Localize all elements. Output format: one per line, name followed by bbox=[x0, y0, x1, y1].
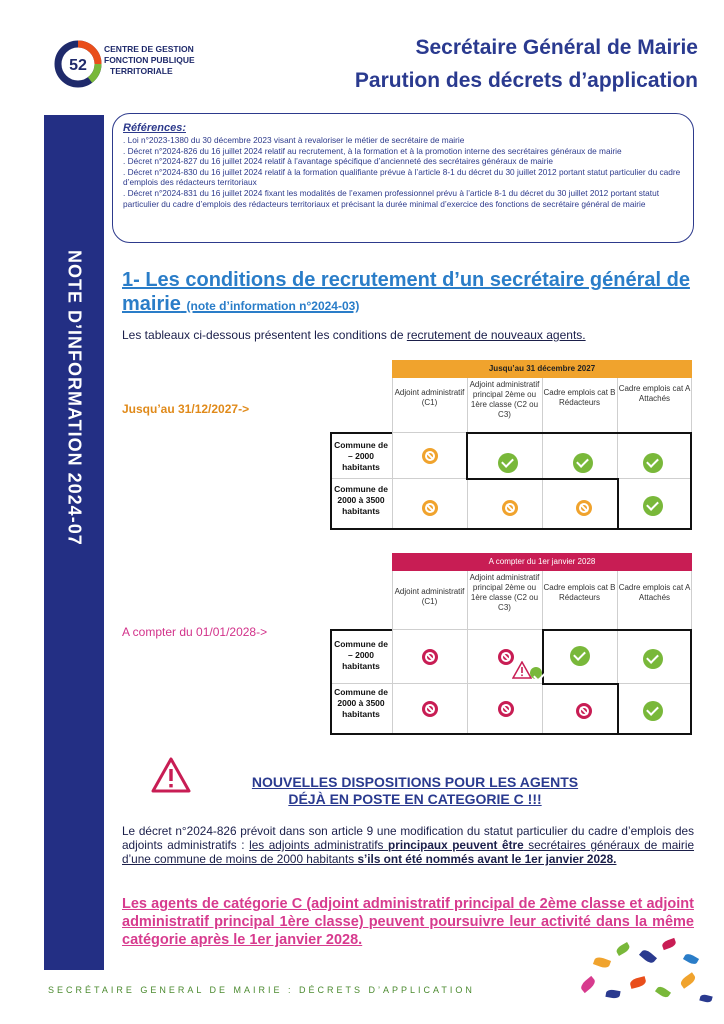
header-title: Secrétaire Général de Mairie bbox=[415, 36, 698, 59]
allowed-icon bbox=[643, 649, 663, 669]
not-allowed-icon bbox=[576, 703, 592, 719]
not-allowed-icon bbox=[498, 701, 514, 717]
para1-bold: principaux peuvent être bbox=[388, 838, 524, 852]
para1-part: Le décret n°2024-826 prévoit dans son article 9 une modification du statut particulier du cadre d’emplois des adjoints administratifs : bbox=[122, 824, 694, 852]
table1-col: Cadre emplois cat B Rédacteurs bbox=[543, 388, 616, 407]
cdg52-logo bbox=[54, 40, 102, 88]
not-allowed-icon bbox=[422, 701, 438, 717]
logo-number: 52 bbox=[69, 57, 87, 74]
reference-item: . Décret n°2024-827 du 16 juillet 2024 relatif à l’avantage spécifique d’ancienneté des secrétaires généraux de mairie bbox=[123, 156, 553, 167]
table2 bbox=[330, 553, 692, 735]
table1-col: Adjoint administratif principal 2ème ou 1ère classe (C2 ou C3) bbox=[469, 380, 540, 419]
reference-item: . Décret n°2024-831 du 16 juillet 2024 fixant les modalités de l’examen professionnel prévu à l’article 8-1 du décret du 30 juillet 2012 portant statut particulier du cadre d’emplois des rédacteurs territoriaux et précisant la durée minimal d’exercice des fonctions de secrétaire général de mairie bbox=[123, 187, 660, 209]
logo-line1: CENTRE DE GESTION bbox=[104, 44, 194, 54]
sidebar-label: NOTE D’INFORMATION 2024-07 bbox=[64, 250, 85, 546]
logo-line2: FONCTION PUBLIQUE bbox=[104, 55, 195, 65]
section-title bbox=[122, 268, 702, 318]
allowed-icon bbox=[573, 453, 593, 473]
table1-col: Adjoint administratif (C1) bbox=[394, 388, 465, 407]
table2-col: Cadre emplois cat A Attachés bbox=[618, 583, 691, 602]
table2-col: Adjoint administratif (C1) bbox=[394, 587, 465, 606]
table2-col: Adjoint administratif principal 2ème ou 1ère classe (C2 ou C3) bbox=[469, 573, 540, 612]
reference-item: . Décret n°2024-826 du 16 juillet 2024 relatif au recrutement, à la formation et à la promotion interne des secrétaires généraux de mairie bbox=[123, 145, 622, 156]
allowed-icon bbox=[643, 453, 663, 473]
references-title: Références: bbox=[123, 122, 186, 134]
decree-paragraph bbox=[122, 824, 694, 866]
not-allowed-icon bbox=[422, 500, 438, 516]
warning-icon bbox=[512, 661, 532, 679]
reference-item: . Loi n°2023-1380 du 30 décembre 2023 visant à revaloriser le métier de secrétaire de mairie bbox=[123, 135, 465, 145]
table1-band: Jusqu’au 31 décembre 2027 bbox=[392, 360, 692, 378]
allowed-icon bbox=[643, 496, 663, 516]
new-provisions-line2: DÉJÀ EN POSTE EN CATEGORIE C !!! bbox=[288, 791, 542, 807]
allowed-small-icon bbox=[530, 667, 542, 679]
reference-item: . Décret n°2024-830 du 16 juillet 2024 relatif à la formation qualifiante prévue à l’article 8-1 du décret du 30 juillet 2012 portant statut particulier du cadre d’emplois des rédacteurs territoriaux bbox=[123, 166, 681, 188]
not-allowed-icon bbox=[422, 649, 438, 665]
not-allowed-icon bbox=[422, 448, 438, 464]
new-provisions-line1: NOUVELLES DISPOSITIONS POUR LES AGENTS bbox=[251, 774, 579, 790]
section-note: (note d’information n°2024-03) bbox=[186, 299, 360, 313]
intro-part: Les tableaux ci-dessous présentent les conditions de bbox=[122, 328, 407, 342]
not-allowed-icon bbox=[502, 500, 518, 516]
table1-col: Cadre emplois cat A Attachés bbox=[618, 384, 691, 403]
intro-underlined: recrutement de nouveaux agents. bbox=[406, 328, 586, 342]
allowed-icon bbox=[570, 646, 590, 666]
table1-row: Commune de 2000 à 3500 habitants bbox=[334, 484, 388, 516]
category-c-paragraph: Les agents de catégorie C (adjoint administratif principal de 2ème classe et adjoint administratif principal 1ère classe) peuvent poursuivre leur activité dans la même catégorie après le 1er janvier 2028. bbox=[122, 896, 694, 948]
warning-icon bbox=[150, 756, 192, 794]
table1 bbox=[330, 360, 692, 530]
logo-line3: TERRITORIALE bbox=[110, 66, 173, 76]
table2-row: Commune de 2000 à 3500 habitants bbox=[334, 687, 388, 719]
allowed-icon bbox=[643, 701, 663, 721]
footer-text: SECRÉTAIRE GENERAL DE MAIRIE : DÉCRETS D’APPLICATION bbox=[48, 985, 475, 995]
para1-underlined: secrétaires généraux de mairie d’une commune de moins de 2000 habitants bbox=[122, 838, 695, 866]
header-subtitle: Parution des décrets d’application bbox=[354, 69, 698, 92]
para1-bold: s’ils ont été nommés avant le 1er janvier 2028. bbox=[357, 852, 617, 866]
table1-side-label: Jusqu’au 31/12/2027-> bbox=[122, 402, 250, 416]
references-box bbox=[112, 113, 694, 243]
table2-band: A compter du 1er janvier 2028 bbox=[392, 553, 692, 571]
not-allowed-icon bbox=[576, 500, 592, 516]
intro-text bbox=[122, 328, 586, 342]
section-title-text: 1- Les conditions de recrutement d’un secrétaire général de mairie bbox=[122, 269, 690, 315]
table1-row: Commune de – 2000 habitants bbox=[334, 440, 388, 472]
logo-text bbox=[104, 44, 195, 77]
new-provisions-title bbox=[200, 774, 630, 808]
table2-row: Commune de – 2000 habitants bbox=[334, 639, 388, 671]
allowed-icon bbox=[498, 453, 518, 473]
table2-side-label: A compter du 01/01/2028-> bbox=[122, 625, 268, 639]
table2-col: Cadre emplois cat B Rédacteurs bbox=[543, 583, 616, 602]
para1-underlined: les adjoints administratifs bbox=[249, 838, 389, 852]
